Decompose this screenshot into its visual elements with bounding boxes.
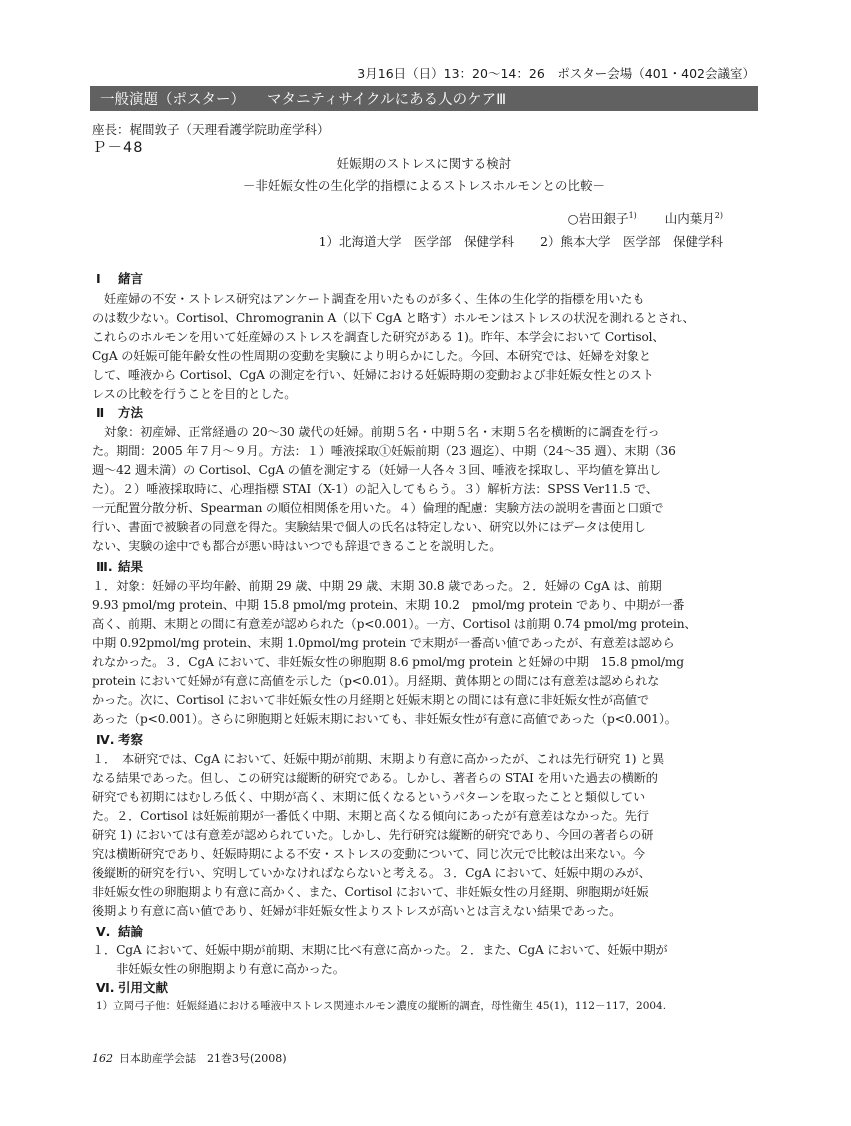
page-footer <box>92 1050 287 1066</box>
journal-citation: 日本助産学会誌 21巻3号(2008) <box>119 1052 287 1065</box>
body-line: た。２．Cortisol は妊娠前期が一番低く中期、末期と高くなる傾向にあったが有意差はなかった。先行 <box>92 809 649 823</box>
body-line: た。期間：2005 年７月〜９月。方法：１）唾液採取①妊娠前期（23 週迄）、中期（24〜35 週）、末期（36 <box>92 444 676 458</box>
paper-subtitle: －非妊娠女性の生化学的指標によるストレスホルモンとの比較－ <box>242 178 606 193</box>
body-line: のは数少ない。Cortisol、Chromogranin A（以下 CgA と略す）ホルモンはストレスの状況を測れるとされ、 <box>92 311 695 325</box>
body-line: 9.93 pmol/mg protein、中期 15.8 pmol/mg protein、末期 10.2 pmol/mg protein であり、中期が一番 <box>92 598 685 612</box>
body-line: 対象：初産婦、正常経過の 20〜30 歳代の妊婦。前期５名・中期５名・末期５名を横断的に調査を行っ <box>92 425 660 439</box>
section-heading-introduction: Ⅰ 緒言 <box>96 271 144 286</box>
section-heading-results: Ⅲ. 結果 <box>96 559 144 574</box>
poster-number: Ｐ－48 <box>92 140 144 156</box>
body-line: た）。２）唾液採取時に、心理指標 STAI（X-1）の記入してもらう。３）解析方法：SPSS Ver11.5 で、 <box>92 482 658 496</box>
body-line: 非妊娠女性の卵胞期より有意に高かった。 <box>92 962 345 976</box>
body-line: 究は横断研究であり、妊娠時期による不安・ストレスの変動について、同じ次元で比較は出来ない。今 <box>92 847 645 861</box>
body-line: レスの比較を行うことを目的とした。 <box>92 387 297 401</box>
banner-session: マタニティサイクルにある人のケアⅢ <box>267 92 507 108</box>
session-banner <box>90 86 758 111</box>
section-heading-discussion: Ⅳ. 考察 <box>96 732 144 747</box>
body-line: protein において妊婦が有意に高値を示した（p<0.01）。月経期、黄体期との間には有意差は認められな <box>92 674 660 688</box>
body-line: 妊産婦の不安・ストレス研究はアンケート調査を用いたものが多く、生体の生化学的指標を用いたも <box>92 292 645 306</box>
affiliation-line <box>319 232 723 250</box>
body-line: １．CgA において、妊娠中期が前期、末期に比べ有意に高かった。２．また、CgA において、妊娠中期が <box>92 943 668 957</box>
body-line: 後期より有意に高い値であり、妊婦が非妊娠女性よりストレスが高いとは言えない結果であった。 <box>92 904 622 918</box>
author-2: 山内葉月 <box>664 211 715 226</box>
body-line: 研究 1) においては有意差が認められていた。しかし、先行研究は縦断的研究であり、今回の著者らの研 <box>92 828 654 842</box>
reference-item: 1）立岡弓子他：妊娠経過における唾液中ストレス関連ホルモン濃度の縦断的調査，母性衛生 45(1)，112－117，2004. <box>96 1000 667 1012</box>
author-1-affil-mark: 1) <box>628 210 637 220</box>
page-number: 162 <box>92 1052 113 1065</box>
author-1: ○岩田銀子 <box>567 211 629 226</box>
body-line: CgA の妊娠可能年齢女性の性周期の変動を実験により明らかにした。今回、本研究では、妊婦を対象と <box>92 349 651 363</box>
body-line: かった。次に、Cortisol において非妊娠女性の月経期と妊娠末期との間には有意に非妊娠女性が高値で <box>92 693 649 707</box>
author-2-affil-mark: 2) <box>714 210 723 220</box>
body-line: あった（p<0.001）。さらに卵胞期と妊娠末期においても、非妊娠女性が有意に高値であった（p<0.001）。 <box>92 712 677 726</box>
body-line: 一元配置分散分析、Spearman の順位相関係を用いた。４）倫理的配慮：実験方法の説明を書面と口頭で <box>92 501 664 515</box>
body-line: ない、実験の途中でも都合が悪い時はいつでも辞退できることを説明した。 <box>92 539 502 553</box>
body-line: 研究でも初期にはむしろ低く、中期が高く、末期に低くなるというパターンを取ったことと類似してい <box>92 790 645 804</box>
body-line: なる結果であった。但し、この研究は縦断的研究である。しかし、著者らの STAI を用いた過去の横断的 <box>92 771 658 785</box>
body-line: して、唾液から Cortisol、CgA の測定を行い、妊婦における妊娠時期の変動および非妊娠女性とのスト <box>92 368 654 382</box>
section-heading-conclusion: Ⅴ. 結論 <box>96 924 144 939</box>
body-line: １． 本研究では、CgA において、妊娠中期が前期、末期より有意に高かったが、これは先行研究 1) と異 <box>92 752 665 766</box>
body-line: 後縦断的研究を行い、究明していかなければならないと考える。３．CgA において、妊娠中期のみが、 <box>92 866 651 880</box>
section-heading-references: Ⅵ. 引用文献 <box>96 980 169 995</box>
body-line: 週〜42 週未満）の Cortisol、CgA の値を測定する（妊婦一人各々３回、唾液を採取し、平均値を算出し <box>92 463 661 477</box>
affiliation-1: 1）北海道大学 医学部 保健学科 <box>318 234 515 249</box>
banner-category: 一般演題（ポスター） <box>100 92 245 108</box>
affiliation-2: 2）熊本大学 医学部 保健学科 <box>540 234 723 249</box>
section-heading-methods: Ⅱ 方法 <box>96 405 144 420</box>
body-line: れなかった。３．CgA において、非妊娠女性の卵胞期 8.6 pmol/mg protein と妊婦の中期 15.8 pmol/mg <box>92 655 684 669</box>
body-line: 非妊娠女性の卵胞期より有意に高かく、また、Cortisol において、非妊娠女性の月経期、卵胞期が妊娠 <box>92 885 649 899</box>
body-line: 行い、書面で被験者の同意を得た。実験結果で個人の氏名は特定しない、研究以外にはデータは使用し <box>92 520 646 534</box>
chair-line: 座長：梶間敦子（天理看護学院助産学科） <box>92 122 330 137</box>
session-info: 3月16日（日）13：20〜14：26 ポスター会場（401・402会議室） <box>357 66 755 81</box>
body-line: これらのホルモンを用いて妊産婦のストレスを調査した研究がある 1)。昨年、本学会において Cortisol、 <box>92 330 665 344</box>
body-line: １．対象：妊婦の平均年齢、前期 29 歳、中期 29 歳、末期 30.8 歳であった。２．妊婦の CgA は、前期 <box>92 579 662 593</box>
body-line: 高く、前期、末期との間に有意差が認められた（p<0.001）。一方、Cortisol は前期 0.74 pmol/mg protein、 <box>92 617 697 631</box>
paper-title: 妊娠期のストレスに関する検討 <box>336 156 512 171</box>
body-line: 中期 0.92pmol/mg protein、末期 1.0pmol/mg protein で末期が一番高い値であったが、有意差は認めら <box>92 636 675 650</box>
author-line <box>568 209 723 227</box>
